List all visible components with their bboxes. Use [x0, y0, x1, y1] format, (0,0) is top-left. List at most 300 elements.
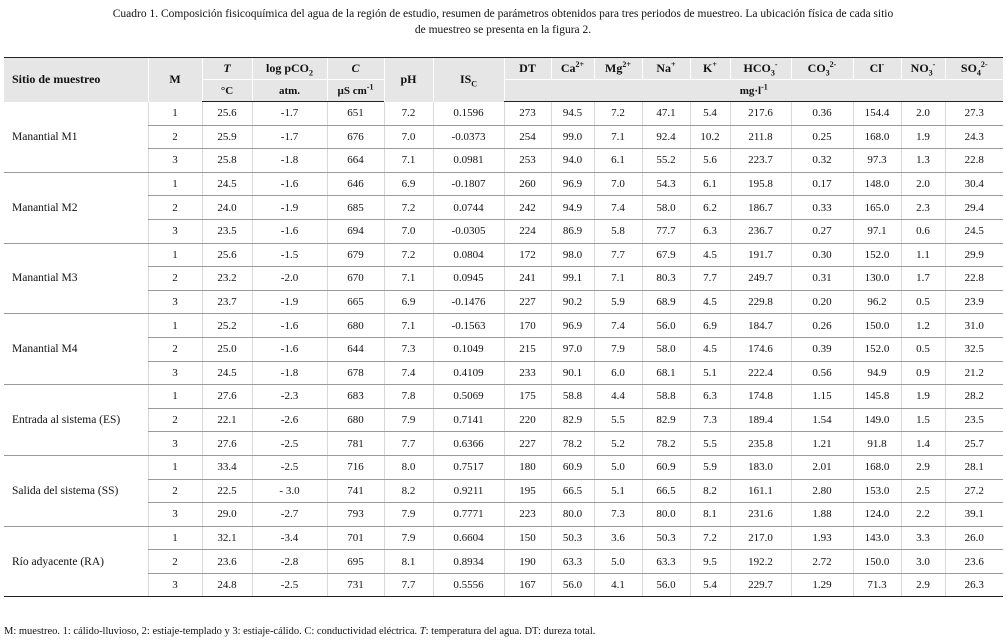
cell-dt: 227 [504, 432, 551, 456]
cell-co3: 0.25 [791, 125, 853, 149]
cell-t: 23.6 [202, 550, 252, 574]
cell-c: 741 [327, 479, 384, 503]
cell-dt: 224 [504, 219, 551, 243]
caption-line-1: Cuadro 1. Composición fisicoquímica del agua de la región de estudio, resumen de parámetros obtenidos para tres periodos de muestreo. La ubicación física de cada sitio [112, 8, 894, 20]
cell-isc: 0.5556 [433, 573, 504, 597]
cell-no3: 0.5 [901, 290, 945, 314]
cell-co3: 1.54 [791, 408, 853, 432]
cell-mg: 5.2 [594, 432, 642, 456]
cell-hco3: 231.6 [730, 503, 791, 527]
cell-k: 7.7 [690, 267, 730, 291]
cell-logpco2: -1.9 [252, 196, 327, 220]
cell-no3: 2.3 [901, 196, 945, 220]
header-logpco2: log pCO$_2$ [252, 58, 327, 80]
cell-hco3: 222.4 [730, 361, 791, 385]
cell-m: 1 [148, 385, 202, 409]
cell-hco3: 235.8 [730, 432, 791, 456]
cell-ca: 99.1 [551, 267, 594, 291]
table-row [4, 526, 1003, 550]
cell-logpco2: -2.3 [252, 385, 327, 409]
cell-mg: 5.1 [594, 479, 642, 503]
cell-isc: 0.0945 [433, 267, 504, 291]
cell-c: 695 [327, 550, 384, 574]
cell-na: 68.9 [642, 290, 690, 314]
cell-cl: 97.1 [853, 219, 901, 243]
unit-logpco2: atm. [252, 80, 327, 102]
header-hco3: $HCO_3^-$ [730, 58, 791, 80]
cell-na: 56.0 [642, 314, 690, 338]
cell-logpco2: -2.0 [252, 267, 327, 291]
cell-cl: 96.2 [853, 290, 901, 314]
cell-so4: 26.0 [945, 526, 1003, 550]
cell-c: 694 [327, 219, 384, 243]
table-footnote: M: muestreo. 1: cálido-lluvioso, 2: estiaje-templado y 3: estiaje-cálido. C: conductividad eléctrica. T: temperatura del agua. DT: dureza total. [4, 626, 596, 637]
cell-ph: 6.9 [384, 290, 433, 314]
cell-ca: 96.9 [551, 314, 594, 338]
cell-so4: 25.7 [945, 432, 1003, 456]
cell-mg: 7.4 [594, 196, 642, 220]
table-row [4, 172, 1003, 196]
header-no3: $NO_3^-$ [901, 58, 945, 80]
cell-c: 678 [327, 361, 384, 385]
cell-so4: 21.2 [945, 361, 1003, 385]
table-row [4, 314, 1003, 338]
header-k: K+ [690, 58, 730, 80]
cell-cl: 152.0 [853, 337, 901, 361]
table-row [4, 267, 1003, 291]
cell-ph: 7.9 [384, 526, 433, 550]
cell-isc: 0.6604 [433, 526, 504, 550]
cell-c: 685 [327, 196, 384, 220]
cell-hco3: 183.0 [730, 455, 791, 479]
cell-so4: 32.5 [945, 337, 1003, 361]
header-ca: $Ca^{2+}$ [551, 58, 594, 80]
cell-cl: 71.3 [853, 573, 901, 597]
cell-ph: 7.0 [384, 125, 433, 149]
cell-cl: 152.0 [853, 243, 901, 267]
cell-ph: 7.0 [384, 219, 433, 243]
cell-cl: 150.0 [853, 550, 901, 574]
cell-ph: 7.9 [384, 408, 433, 432]
cell-ca: 94.5 [551, 102, 594, 126]
cell-site [4, 219, 148, 243]
cell-dt: 242 [504, 196, 551, 220]
cell-isc: 0.1049 [433, 337, 504, 361]
cell-co3: 0.26 [791, 314, 853, 338]
cell-dt: 167 [504, 573, 551, 597]
cell-na: 55.2 [642, 149, 690, 173]
caption-line-2: de muestreo se presenta en la figura 2. [414, 24, 592, 36]
cell-site [4, 243, 148, 267]
cell-cl: 145.8 [853, 385, 901, 409]
cell-ph: 8.0 [384, 455, 433, 479]
table-row [4, 573, 1003, 597]
cell-t: 24.8 [202, 573, 252, 597]
cell-dt: 260 [504, 172, 551, 196]
cell-hco3: 189.4 [730, 408, 791, 432]
cell-k: 5.1 [690, 361, 730, 385]
cell-cl: 148.0 [853, 172, 901, 196]
table-row [4, 125, 1003, 149]
cell-k: 6.3 [690, 219, 730, 243]
cell-mg: 5.8 [594, 219, 642, 243]
cell-t: 27.6 [202, 432, 252, 456]
header-cl: Cl- [853, 58, 901, 80]
cell-c: 676 [327, 125, 384, 149]
cell-k: 5.4 [690, 573, 730, 597]
header-c: C [327, 58, 384, 80]
cell-site [4, 503, 148, 527]
cell-dt: 273 [504, 102, 551, 126]
cell-no3: 1.9 [901, 125, 945, 149]
cell-ph: 7.7 [384, 573, 433, 597]
cell-mg: 4.1 [594, 573, 642, 597]
cell-c: 793 [327, 503, 384, 527]
cell-t: 24.5 [202, 361, 252, 385]
cell-hco3: 191.7 [730, 243, 791, 267]
cell-logpco2: -3.4 [252, 526, 327, 550]
cell-site: Manantial M4 [12, 343, 78, 356]
unit-t: °C [202, 80, 252, 102]
header-site: Sitio de muestreo [4, 58, 148, 102]
cell-hco3: 184.7 [730, 314, 791, 338]
table-body [4, 102, 1003, 597]
cell-k: 5.6 [690, 149, 730, 173]
cell-m: 3 [148, 361, 202, 385]
cell-dt: 175 [504, 385, 551, 409]
cell-k: 7.3 [690, 408, 730, 432]
cell-site [4, 573, 148, 597]
cell-m: 2 [148, 196, 202, 220]
cell-hco3: 211.8 [730, 125, 791, 149]
cell-na: 58.0 [642, 337, 690, 361]
cell-k: 9.5 [690, 550, 730, 574]
cell-na: 63.3 [642, 550, 690, 574]
cell-dt: 170 [504, 314, 551, 338]
cell-site [4, 385, 148, 409]
cell-m: 2 [148, 408, 202, 432]
cell-t: 22.5 [202, 479, 252, 503]
cell-ca: 82.9 [551, 408, 594, 432]
cell-isc: 0.7517 [433, 455, 504, 479]
cell-cl: 168.0 [853, 125, 901, 149]
cell-so4: 27.2 [945, 479, 1003, 503]
cell-so4: 39.1 [945, 503, 1003, 527]
cell-c: 664 [327, 149, 384, 173]
cell-c: 644 [327, 337, 384, 361]
cell-na: 50.3 [642, 526, 690, 550]
unit-mgl: $mg\cdot l^{-1}$ [504, 80, 1003, 102]
cell-cl: 124.0 [853, 503, 901, 527]
cell-m: 1 [148, 314, 202, 338]
cell-k: 5.9 [690, 455, 730, 479]
cell-mg: 5.9 [594, 290, 642, 314]
cell-no3: 0.5 [901, 337, 945, 361]
cell-m: 1 [148, 102, 202, 126]
cell-so4: 23.6 [945, 550, 1003, 574]
cell-co3: 0.30 [791, 243, 853, 267]
cell-t: 24.5 [202, 172, 252, 196]
cell-hco3: 229.8 [730, 290, 791, 314]
cell-hco3: 161.1 [730, 479, 791, 503]
table-row [4, 337, 1003, 361]
table-row [4, 385, 1003, 409]
cell-so4: 29.9 [945, 243, 1003, 267]
cell-hco3: 236.7 [730, 219, 791, 243]
cell-t: 33.4 [202, 455, 252, 479]
cell-hco3: 192.2 [730, 550, 791, 574]
cell-isc: 0.9211 [433, 479, 504, 503]
cell-isc: 0.7141 [433, 408, 504, 432]
cell-site [4, 172, 148, 196]
cell-logpco2: -1.8 [252, 361, 327, 385]
header-isc: $IS_C$ [433, 58, 504, 102]
cell-m: 2 [148, 125, 202, 149]
cell-c: 680 [327, 408, 384, 432]
cell-ca: 97.0 [551, 337, 594, 361]
cell-t: 25.6 [202, 243, 252, 267]
cell-c: 665 [327, 290, 384, 314]
cell-cl: 143.0 [853, 526, 901, 550]
header-so4: $SO_4^{2-}$ [945, 58, 1003, 80]
cell-logpco2: -1.6 [252, 337, 327, 361]
cell-no3: 1.1 [901, 243, 945, 267]
cell-na: 80.0 [642, 503, 690, 527]
cell-k: 7.2 [690, 526, 730, 550]
cell-t: 27.6 [202, 385, 252, 409]
cell-co3: 2.01 [791, 455, 853, 479]
cell-mg: 3.6 [594, 526, 642, 550]
cell-hco3: 217.6 [730, 102, 791, 126]
cell-site [4, 526, 148, 550]
cell-mg: 6.1 [594, 149, 642, 173]
header-na: Na+ [642, 58, 690, 80]
cell-so4: 28.2 [945, 385, 1003, 409]
cell-k: 5.5 [690, 432, 730, 456]
cell-k: 4.5 [690, 290, 730, 314]
cell-isc: 0.0804 [433, 243, 504, 267]
cell-k: 10.2 [690, 125, 730, 149]
cell-co3: 1.88 [791, 503, 853, 527]
cell-c: 670 [327, 267, 384, 291]
cell-logpco2: -1.7 [252, 125, 327, 149]
cell-mg: 7.7 [594, 243, 642, 267]
cell-dt: 150 [504, 526, 551, 550]
cell-mg: 7.1 [594, 267, 642, 291]
cell-ph: 7.8 [384, 385, 433, 409]
cell-ph: 7.1 [384, 267, 433, 291]
header-m: M [148, 58, 202, 102]
cell-t: 23.7 [202, 290, 252, 314]
cell-no3: 2.0 [901, 172, 945, 196]
cell-k: 5.4 [690, 102, 730, 126]
table-caption [0, 6, 1006, 38]
cell-site: Manantial M2 [12, 201, 78, 214]
cell-co3: 0.20 [791, 290, 853, 314]
cell-ph: 7.9 [384, 503, 433, 527]
cell-so4: 29.4 [945, 196, 1003, 220]
cell-ph: 7.2 [384, 102, 433, 126]
cell-m: 3 [148, 219, 202, 243]
cell-no3: 2.2 [901, 503, 945, 527]
cell-so4: 28.1 [945, 455, 1003, 479]
cell-isc: 0.0744 [433, 196, 504, 220]
cell-c: 731 [327, 573, 384, 597]
cell-na: 58.8 [642, 385, 690, 409]
cell-logpco2: -2.5 [252, 455, 327, 479]
cell-no3: 1.9 [901, 385, 945, 409]
cell-no3: 1.7 [901, 267, 945, 291]
cell-m: 3 [148, 573, 202, 597]
cell-cl: 94.9 [853, 361, 901, 385]
cell-na: 66.5 [642, 479, 690, 503]
cell-dt: 220 [504, 408, 551, 432]
cell-site: Salida del sistema (SS) [12, 484, 119, 497]
table-row [4, 102, 1003, 126]
cell-c: 646 [327, 172, 384, 196]
unit-c: µS $cm^{-1}$ [327, 80, 384, 102]
cell-na: 92.4 [642, 125, 690, 149]
cell-na: 67.9 [642, 243, 690, 267]
cell-k: 6.2 [690, 196, 730, 220]
cell-co3: 1.29 [791, 573, 853, 597]
cell-t: 25.2 [202, 314, 252, 338]
cell-logpco2: -1.6 [252, 314, 327, 338]
cell-hco3: 174.6 [730, 337, 791, 361]
cell-site: Río adyacente (RA) [12, 555, 104, 568]
cell-co3: 2.80 [791, 479, 853, 503]
cell-na: 82.9 [642, 408, 690, 432]
cell-logpco2: -2.5 [252, 432, 327, 456]
cell-c: 781 [327, 432, 384, 456]
cell-cl: 153.0 [853, 479, 901, 503]
cell-t: 29.0 [202, 503, 252, 527]
cell-isc: -0.0373 [433, 125, 504, 149]
cell-t: 22.1 [202, 408, 252, 432]
cell-dt: 215 [504, 337, 551, 361]
header-dt: DT [504, 58, 551, 80]
cell-dt: 172 [504, 243, 551, 267]
cell-na: 80.3 [642, 267, 690, 291]
cell-ph: 7.2 [384, 196, 433, 220]
cell-dt: 195 [504, 479, 551, 503]
cell-logpco2: -2.7 [252, 503, 327, 527]
cell-site [4, 455, 148, 479]
cell-na: 77.7 [642, 219, 690, 243]
cell-ca: 58.8 [551, 385, 594, 409]
cell-co3: 0.32 [791, 149, 853, 173]
cell-dt: 254 [504, 125, 551, 149]
cell-co3: 1.15 [791, 385, 853, 409]
cell-so4: 24.5 [945, 219, 1003, 243]
cell-m: 3 [148, 149, 202, 173]
cell-so4: 23.9 [945, 290, 1003, 314]
cell-no3: 0.9 [901, 361, 945, 385]
cell-ca: 94.9 [551, 196, 594, 220]
cell-no3: 3.0 [901, 550, 945, 574]
cell-dt: 227 [504, 290, 551, 314]
cell-logpco2: -2.6 [252, 408, 327, 432]
cell-t: 25.0 [202, 337, 252, 361]
cell-site: Entrada al sistema (ES) [12, 414, 121, 427]
cell-ca: 66.5 [551, 479, 594, 503]
cell-c: 679 [327, 243, 384, 267]
table-row [4, 479, 1003, 503]
cell-m: 2 [148, 337, 202, 361]
cell-na: 68.1 [642, 361, 690, 385]
cell-cl: 149.0 [853, 408, 901, 432]
cell-so4: 22.8 [945, 149, 1003, 173]
table-row [4, 408, 1003, 432]
cell-m: 3 [148, 432, 202, 456]
cell-na: 60.9 [642, 455, 690, 479]
cell-ca: 86.9 [551, 219, 594, 243]
cell-k: 6.9 [690, 314, 730, 338]
cell-site: Manantial M1 [12, 130, 78, 143]
cell-m: 2 [148, 550, 202, 574]
cell-mg: 7.0 [594, 172, 642, 196]
cell-site [4, 314, 148, 338]
cell-so4: 22.8 [945, 267, 1003, 291]
table-row [4, 550, 1003, 574]
cell-t: 25.9 [202, 125, 252, 149]
table-row [4, 432, 1003, 456]
cell-hco3: 195.8 [730, 172, 791, 196]
cell-ph: 7.2 [384, 243, 433, 267]
cell-cl: 97.3 [853, 149, 901, 173]
cell-no3: 1.2 [901, 314, 945, 338]
cell-hco3: 174.8 [730, 385, 791, 409]
cell-co3: 1.93 [791, 526, 853, 550]
cell-isc: 0.7771 [433, 503, 504, 527]
cell-no3: 1.5 [901, 408, 945, 432]
cell-t: 32.1 [202, 526, 252, 550]
cell-logpco2: -1.7 [252, 102, 327, 126]
table-header [4, 58, 1003, 102]
cell-co3: 1.21 [791, 432, 853, 456]
cell-isc: 0.0981 [433, 149, 504, 173]
cell-na: 47.1 [642, 102, 690, 126]
cell-ph: 8.1 [384, 550, 433, 574]
cell-hco3: 217.0 [730, 526, 791, 550]
cell-logpco2: -2.8 [252, 550, 327, 574]
cell-mg: 4.4 [594, 385, 642, 409]
cell-t: 24.0 [202, 196, 252, 220]
cell-t: 25.8 [202, 149, 252, 173]
cell-ca: 80.0 [551, 503, 594, 527]
cell-c: 701 [327, 526, 384, 550]
cell-logpco2: -2.5 [252, 573, 327, 597]
cell-so4: 24.3 [945, 125, 1003, 149]
cell-isc: 0.8934 [433, 550, 504, 574]
cell-logpco2: -1.6 [252, 219, 327, 243]
cell-na: 58.0 [642, 196, 690, 220]
header-t: T [202, 58, 252, 80]
cell-site [4, 361, 148, 385]
cell-dt: 190 [504, 550, 551, 574]
cell-ca: 90.2 [551, 290, 594, 314]
cell-ph: 6.9 [384, 172, 433, 196]
cell-co3: 0.33 [791, 196, 853, 220]
cell-co3: 0.36 [791, 102, 853, 126]
cell-ca: 96.9 [551, 172, 594, 196]
cell-site [4, 149, 148, 173]
cell-dt: 253 [504, 149, 551, 173]
cell-ca: 90.1 [551, 361, 594, 385]
cell-hco3: 186.7 [730, 196, 791, 220]
cell-c: 683 [327, 385, 384, 409]
cell-site: Manantial M3 [12, 272, 78, 285]
